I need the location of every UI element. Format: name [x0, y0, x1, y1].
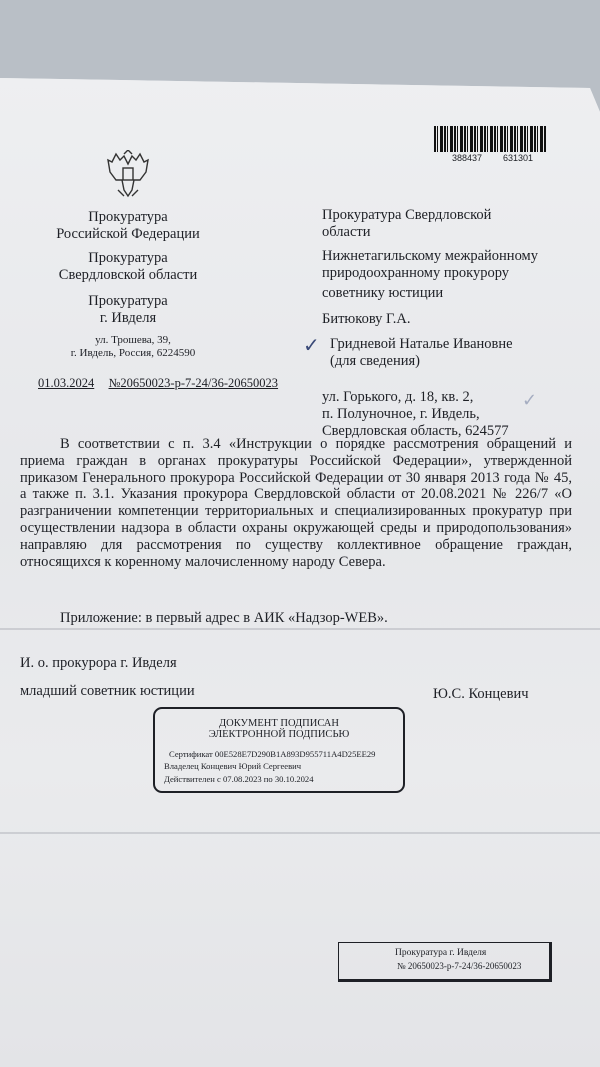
recipient-name: Битюкову Г.А. — [322, 311, 411, 327]
barcode-number-right: 631301 — [503, 153, 534, 163]
recipient-address — [322, 389, 509, 440]
document-number: №20650023-р-7-24/36-20650023 — [108, 376, 279, 390]
sender-address-line: ул. Трошева, 39, — [95, 334, 171, 346]
fold-line — [0, 628, 600, 630]
recipient-line: Прокуратура Свердловской — [322, 207, 492, 223]
recipient-address-line: п. Полуночное, г. Ивдель, — [322, 406, 480, 422]
barcode — [434, 126, 546, 152]
recipient-line: Нижнетагильскому межрайонному — [322, 248, 538, 264]
signatory-position: И. о. прокурора г. Ивделя — [20, 655, 177, 671]
sender-org-line: Прокуратура — [88, 209, 168, 225]
recipient-address-line: ул. Горького, д. 18, кв. 2, — [322, 389, 474, 405]
recipient-line: природоохранному прокурору — [322, 265, 510, 281]
recipient-line: Гридневой Наталье Ивановне — [330, 336, 513, 352]
recipient-line: области — [322, 224, 371, 240]
fold-line — [0, 832, 600, 834]
stamp-header: ЭЛЕКТРОННОЙ ПОДПИСЬЮ — [208, 729, 350, 740]
letter-body-paragraph: В соответствии с п. 3.4 «Инструкции о порядке рассмотрения обращений и приема граждан в органах прокуратуры Российской Федерации», утвержденной приказом Генерального прокурора Российской Федерации от 30 января 2013 года № 45, а также п. 3.1. Указания прокурора Свердловской области от 20.08.2021 № 226/7 «О разграничении компетенции территориальных и специализированных прокуратур при осуществлении надзора в области охраны окружающей среды и природопользования» направляю для рассмотрения по существу коллективное обращение граждан, относящихся к коренному малочисленному народу Севера. — [20, 436, 572, 570]
stamp-header: ДОКУМЕНТ ПОДПИСАН — [219, 718, 339, 729]
checkmark-icon: ✓ — [303, 333, 320, 357]
sender-address-line: г. Ивдель, Россия, 6224590 — [70, 347, 196, 359]
sender-org-line: г. Ивделя — [99, 310, 157, 326]
recipient-nature-prosecutor — [322, 248, 538, 282]
barcode-number-left: 388437 — [452, 153, 483, 163]
recipient-applicant — [330, 336, 513, 370]
registration-stamp — [338, 942, 552, 982]
sender-org-regional — [48, 250, 208, 284]
sender-org-line: Свердловской области — [58, 267, 198, 283]
coat-of-arms-emblem — [104, 150, 152, 200]
stamp-certificate: Сертификат 00E528E7D290B1A893D955711A4D25EE29 — [169, 749, 376, 759]
signatory-name: Ю.С. Концевич — [433, 686, 529, 702]
electronic-signature-stamp — [153, 707, 405, 793]
sender-org-line: Прокуратура — [88, 293, 168, 309]
sender-org-line: Прокуратура — [88, 250, 168, 266]
sender-org-local — [48, 293, 208, 327]
registration-number: № 20650023-р-7-24/36-20650023 — [397, 961, 522, 971]
stamp-validity: Действителен с 07.08.2023 по 30.10.2024 — [164, 774, 314, 784]
recipient-regional-prosecutor — [322, 207, 491, 241]
faint-checkmark-icon: ✓ — [522, 390, 538, 411]
document-date: 01.03.2024 — [38, 376, 95, 390]
signatory-rank: младший советник юстиции — [20, 683, 195, 699]
sender-address — [48, 334, 218, 360]
registration-org: Прокуратура г. Ивделя — [395, 948, 487, 958]
attachment-note: Приложение: в первый адрес в АИК «Надзор-WEB». — [60, 610, 388, 626]
recipient-rank: советнику юстиции — [322, 285, 444, 301]
outgoing-reference — [38, 376, 278, 391]
recipient-line: (для сведения) — [330, 353, 421, 369]
stamp-owner: Владелец Концевич Юрий Сергеевич — [164, 761, 302, 771]
sender-org-line: Российской Федерации — [56, 226, 200, 242]
sender-org-federal — [48, 209, 208, 243]
recipient-address-line: Свердловская область, 624577 — [322, 423, 509, 439]
letter-body — [20, 436, 572, 570]
